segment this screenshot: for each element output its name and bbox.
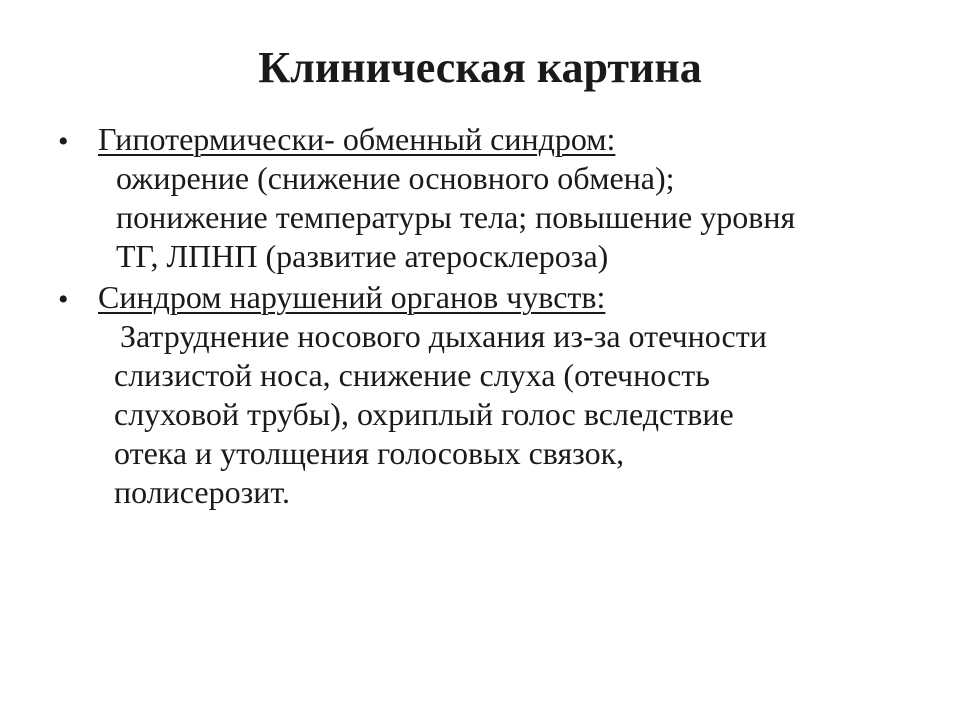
bullet-text-line: полисерозит. [114, 474, 290, 510]
bullet-content [98, 278, 918, 512]
bullet-text-line: Затруднение носового дыхания из-за отечности [120, 318, 767, 354]
bullet-text-line: слуховой трубы), охриплый голос вследствие [114, 396, 734, 432]
bullet-text-line: ТГ, ЛПНП (развитие атеросклероза) [116, 238, 609, 274]
bullet-text-line: отека и утолщения голосовых связок, [114, 435, 625, 471]
bullet-item-hypothermic-syndrome [58, 120, 918, 276]
bullet-content [98, 120, 918, 276]
bullet-heading: Синдром нарушений органов чувств: [98, 279, 606, 315]
bullet-marker: • [58, 125, 69, 158]
bullet-text-line: ожирение (снижение основного обмена); [116, 160, 675, 196]
bullet-item-sensory-syndrome [58, 278, 918, 512]
slide-title: Клиническая картина [258, 43, 702, 92]
bullet-text-line: слизистой носа, снижение слуха (отечность [114, 357, 710, 393]
bullet-marker: • [58, 283, 69, 316]
bullet-heading: Гипотермически- обменный синдром: [98, 121, 616, 157]
bullet-text-line: понижение температуры тела; повышение уровня [116, 199, 796, 235]
